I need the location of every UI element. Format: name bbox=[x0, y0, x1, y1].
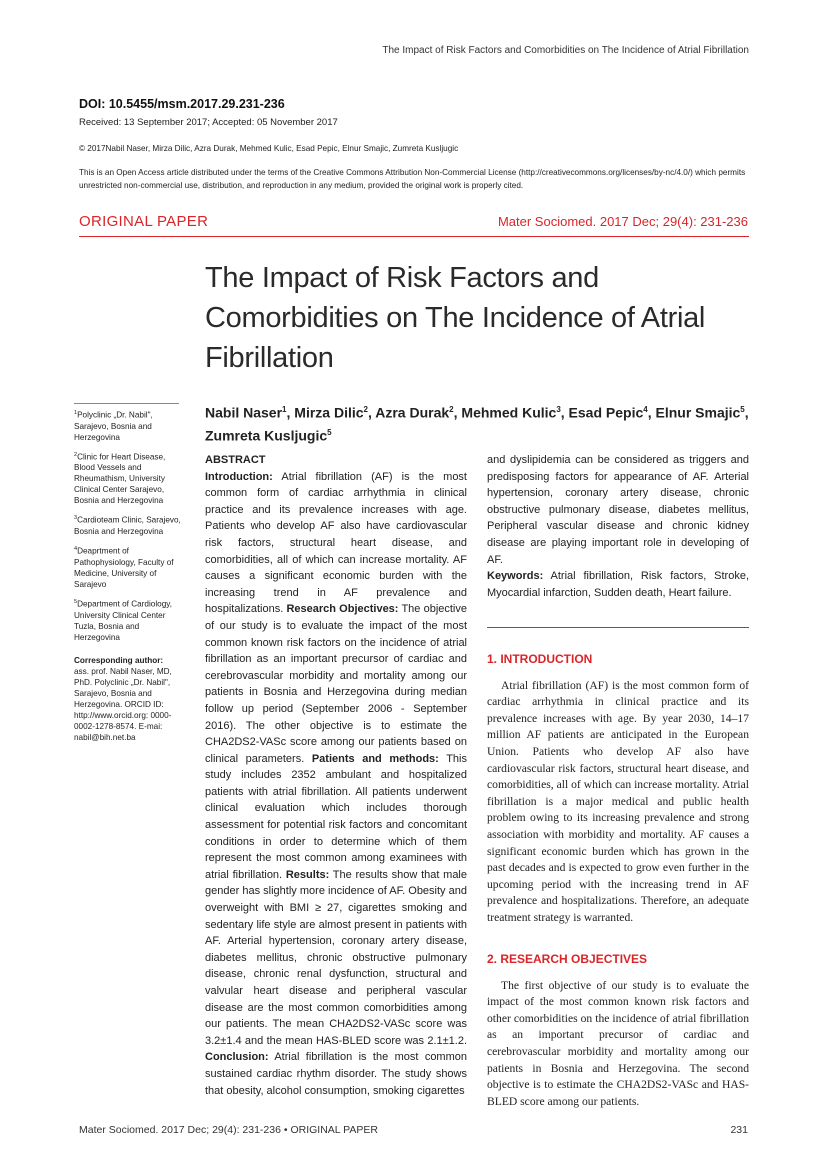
author-name: Elnur Smajic bbox=[655, 404, 741, 421]
author-name: Esad Pepic bbox=[568, 404, 644, 421]
abstract-body bbox=[205, 469, 467, 1100]
article-title: The Impact of Risk Factors and Comorbidities on The Incidence of Atrial Fibrillation bbox=[205, 262, 706, 374]
abstract-heading: ABSTRACT bbox=[205, 454, 266, 466]
doi: DOI: 10.5455/msm.2017.29.231-236 bbox=[79, 97, 285, 111]
author-list: Nabil Naser$^1$, Mirza Dilic$^2$, Azra Durak$^2$, Mehmed Kulic$^3$, Esad Pepic$^4$, Elnur Smajic$^5$, Zumreta Kusljugic$^5$ bbox=[205, 404, 749, 444]
section-heading: 2. RESEARCH OBJECTIVES bbox=[487, 952, 648, 966]
author-name: Azra Durak bbox=[375, 404, 450, 421]
intro-text: Atrial fibrillation (AF) is the most common form of cardiac arrhythmia in clinical practice and its prevalence increases with age. Patients who develop AF also have cardiovascular risk factors, structural heart disease, and comorbidities, all of which can increase mortality. AF causes a significant economic burden with the increasing trend in AF prevalence and hospitalizations. bbox=[205, 470, 467, 616]
section-body: Atrial fibrillation (AF) is the most common form of cardiac arrhythmia in clinical practice and its prevalence increases with age. By year 2030, 14–17 million AF patients are anticipated in the European Union. Patients who develop AF also have cardiovascular risk factors, structural heart disease, and comorbidities, all of which can increase mortality. Atrial fibrillation is a major medical and public health problem owing to its increasing prevalence and strong association with morbidity and mortality. AF causes a significant economic burden which has grown in the past decades and is expected to grow even further in the upcoming period with the increasing trend in AF prevalence and hospitalizations. Therefore, an adequate treatment strategy is warranted. bbox=[487, 678, 749, 924]
corresponding-author-heading: Corresponding author: bbox=[74, 655, 164, 665]
abstract-end-divider bbox=[487, 627, 749, 628]
corresponding-author-details: ass. prof. Nabil Naser, MD, PhD. Polyclinic „Dr. Nabil", Sarajevo, Bosnia and Herzegovina. ORCID ID: http://www.orcid.org: 0000-0002-1278-8574. E-mai: nabil@bih.net.ba bbox=[74, 666, 172, 742]
affiliation-item: $^3$Cardioteam Clinic, Sarajevo, Bosnia and Herzegovina bbox=[74, 515, 181, 537]
author-affil-sup: 5 bbox=[740, 405, 745, 414]
keywords bbox=[487, 568, 749, 601]
section-body: The first objective of our study is to evaluate the impact of the most common known risk factors and other comorbidities on the incidence of atrial fibrillation as an important precursor of cardiac and cerebrovascular morbidity and mortality among our patients in Bosnia and Herzegovina. The second objective is to estimate the CHA2DS2-VASc and HAS-BLED score among our patients. bbox=[487, 978, 749, 1108]
conclusion-text: Atrial fibrillation is the most common sustained cardiac rhythm disorder. The study shows that obesity, alcohol consumption, smoking cigarettes bbox=[205, 1051, 467, 1097]
intro-label: Introduction: bbox=[205, 470, 273, 483]
author-name: Mehmed Kulic bbox=[461, 404, 557, 421]
affiliation-item: $^4$Deaprtment of Pathophysiology, Faculty of Medicine, University of Sarajevo bbox=[74, 546, 174, 589]
section-introduction bbox=[487, 652, 749, 938]
corresponding-author bbox=[74, 655, 186, 743]
paper-type: ORIGINAL PAPER bbox=[79, 213, 209, 230]
keywords-label: Keywords: bbox=[487, 570, 544, 583]
abstract-continued: and dyslipidemia can be considered as triggers and predisposing factors for appearance of AF. Arterial hypertension, coronary artery disease, chronic obstructive pulmonary disease, diabetes mellitus, Peripheral vascular disease and chronic kidney disease are playing important role in developing of AF. bbox=[487, 454, 749, 566]
objectives-text: The objective of our study is to evaluate the impact of the most common known risk factors on the incidence of atrial fibrillation as an important precursor of cardiac and cerebrovascular morbidity and mortality among our patients in Bosnia and Herzegovina during median follow up period (September 2006 - September 2016). The other objective is to estimate the CHA2DS2-VASc score among our patients based on clinical parameters. bbox=[205, 603, 467, 765]
section-research-objectives bbox=[487, 952, 749, 1122]
footer-citation: Mater Sociomed. 2017 Dec; 29(4): 231-236 • ORIGINAL PAPER bbox=[79, 1124, 378, 1136]
page-number: 231 bbox=[730, 1124, 748, 1136]
copyright-notice: © 2017Nabil Naser, Mirza Dilic, Azra Durak, Mehmed Kulic, Esad Pepic, Elnur Smajic, Zumreta Kusljugic bbox=[79, 144, 459, 153]
author-name: Mirza Dilic bbox=[294, 404, 364, 421]
affiliation-item: $^5$Department of Cardiology, University Clinical Center Tuzla, Bosnia and Herzegovina bbox=[74, 598, 173, 642]
affiliations-sidebar bbox=[74, 408, 186, 743]
results-text: The results show that male gender has slightly more incidence of AF. Obesity and overweight with BMI ≥ 27, cigarettes smoking and sedentary life style are almost present in patients with AF. Arterial hypertension, coronary artery disease, diabetes mellitus, chronic obstructive pulmonary disease, chronic renal dysfunction, structural and valvular heart disease and peripheral vascular disease are the most common comorbidities among our patients. The mean CHA2DS2-VASc score was 3.2±1.4 and the mean HAS-BLED score was 2.1±1.2. bbox=[205, 868, 467, 1047]
journal-reference: Mater Sociomed. 2017 Dec; 29(4): 231-236 bbox=[497, 214, 748, 229]
keywords-text: Atrial fibrillation, Risk factors, Stroke, Myocardial infarction, Sudden death, Heart failure. bbox=[487, 570, 749, 599]
conclusion-label: Conclusion: bbox=[205, 1051, 269, 1064]
author-name: Nabil Naser bbox=[205, 404, 283, 421]
author-affil-sup: 2 bbox=[363, 405, 368, 414]
header-divider bbox=[79, 236, 749, 237]
received-accepted-dates: Received: 13 September 2017; Accepted: 05 November 2017 bbox=[79, 117, 338, 128]
license-notice: This is an Open Access article distributed under the terms of the Creative Commons Attribution Non-Commercial License (http://creativecommons.org/licenses/by-nc/4.0/) which permits unrestricted non-commercial use, distribution, and reproduction in any medium, provided the original work is properly cited. bbox=[79, 168, 746, 190]
methods-text: This study includes 2352 ambulant and hospitalized patients with atrial fibrillation. All patients underwent clinical evaluation which includes thorough assessment for potential risk factors and concomitant conditions in order to determine which of them represent the most common among examinees with atrial fibrillation. bbox=[205, 752, 467, 881]
objectives-label: Research Objectives: bbox=[286, 603, 399, 616]
section-heading: 1. INTRODUCTION bbox=[487, 652, 593, 666]
methods-label: Patients and methods: bbox=[311, 752, 439, 765]
affiliation-divider bbox=[74, 403, 179, 404]
results-label: Results: bbox=[285, 868, 330, 881]
author-affil-sup: 5 bbox=[327, 427, 332, 437]
author-affil-sup: 4 bbox=[643, 405, 648, 414]
author-affil-sup: 2 bbox=[449, 405, 454, 414]
author-affil-sup: 1 bbox=[282, 405, 287, 414]
author-affil-sup: 3 bbox=[556, 405, 561, 414]
author-name: Zumreta Kusljugic bbox=[205, 427, 328, 444]
abstract-column-left bbox=[205, 452, 467, 1099]
abstract-column-right bbox=[487, 452, 749, 601]
running-head: The Impact of Risk Factors and Comorbidities on The Incidence of Atrial Fibrillation bbox=[382, 45, 749, 56]
affiliation-item: $^1$Polyclinic „Dr. Nabil", Sarajevo, Bosnia and Herzegovina bbox=[74, 410, 153, 442]
affiliation-item: $^2$Clinic for Heart Disease, Blood Vessels and Rheumathism, University Clinical Center Sarajevo, Bosnia and Herzegovina bbox=[74, 451, 166, 506]
